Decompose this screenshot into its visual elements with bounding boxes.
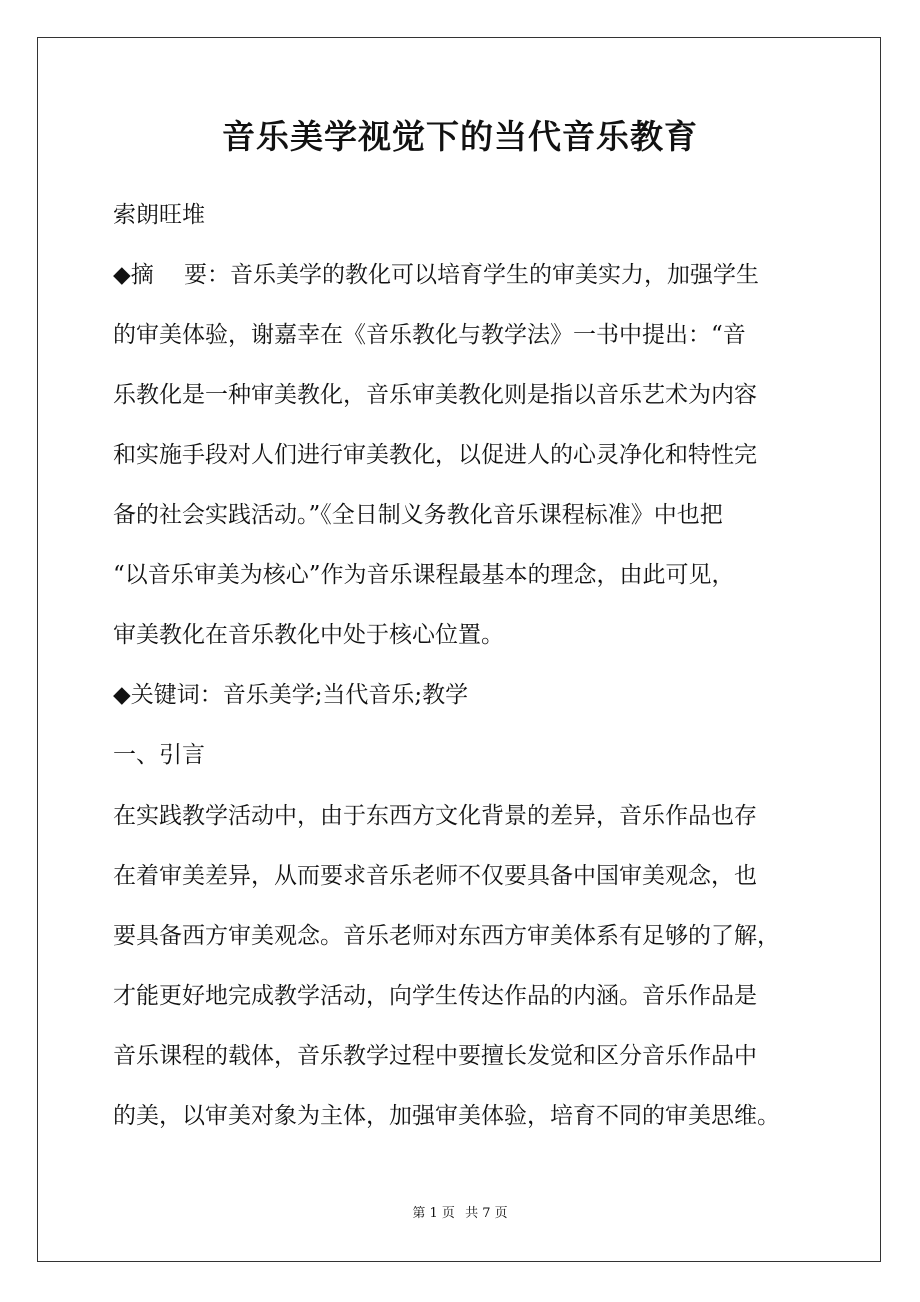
page-total: 共 7 页: [465, 1206, 508, 1221]
author-name: 索朗旺堆: [113, 202, 205, 228]
body-line: 要具备西方审美观念。音乐老师对东西方审美体系有足够的了解，: [113, 923, 780, 949]
page-number: 第 1 页: [412, 1206, 455, 1221]
abstract-line: 和实施手段对人们进行审美教化，以促进人的心灵净化和特性完: [113, 442, 757, 468]
abstract-line: 的审美体验，谢嘉幸在《音乐教化与教学法》一书中提出：“音: [113, 322, 746, 348]
body-line: 的美，以审美对象为主体，加强审美体验，培育不同的审美思维。: [113, 1103, 780, 1129]
page-footer: [0, 1204, 920, 1224]
abstract-line: ◆摘 要：音乐美学的教化可以培育学生的审美实力，加强学生: [113, 262, 759, 288]
section-heading: 一、引言: [113, 742, 205, 768]
body-line: 在实践教学活动中，由于东西方文化背景的差异，音乐作品也存: [113, 803, 757, 829]
body-line: 才能更好地完成教学活动，向学生传达作品的内涵。音乐作品是: [113, 983, 757, 1009]
abstract-line: 审美教化在音乐教化中处于核心位置。: [113, 622, 504, 648]
abstract-line: 备的社会实践活动。”《全日制义务教化音乐课程标准》中也把: [113, 502, 723, 528]
body-line: 音乐课程的载体，音乐教学过程中要擅长发觉和区分音乐作品中: [113, 1043, 757, 1069]
document-title: 音乐美学视觉下的当代音乐教育: [222, 117, 698, 156]
body-line: 在着审美差异，从而要求音乐老师不仅要具备中国审美观念，也: [113, 863, 757, 889]
keywords-line: ◆关键词：音乐美学;当代音乐;教学: [113, 682, 469, 708]
abstract-line: 乐教化是一种审美教化，音乐审美教化则是指以音乐艺术为内容: [113, 382, 757, 408]
abstract-line: “以音乐审美为核心”作为音乐课程最基本的理念，由此可见，: [113, 562, 735, 588]
